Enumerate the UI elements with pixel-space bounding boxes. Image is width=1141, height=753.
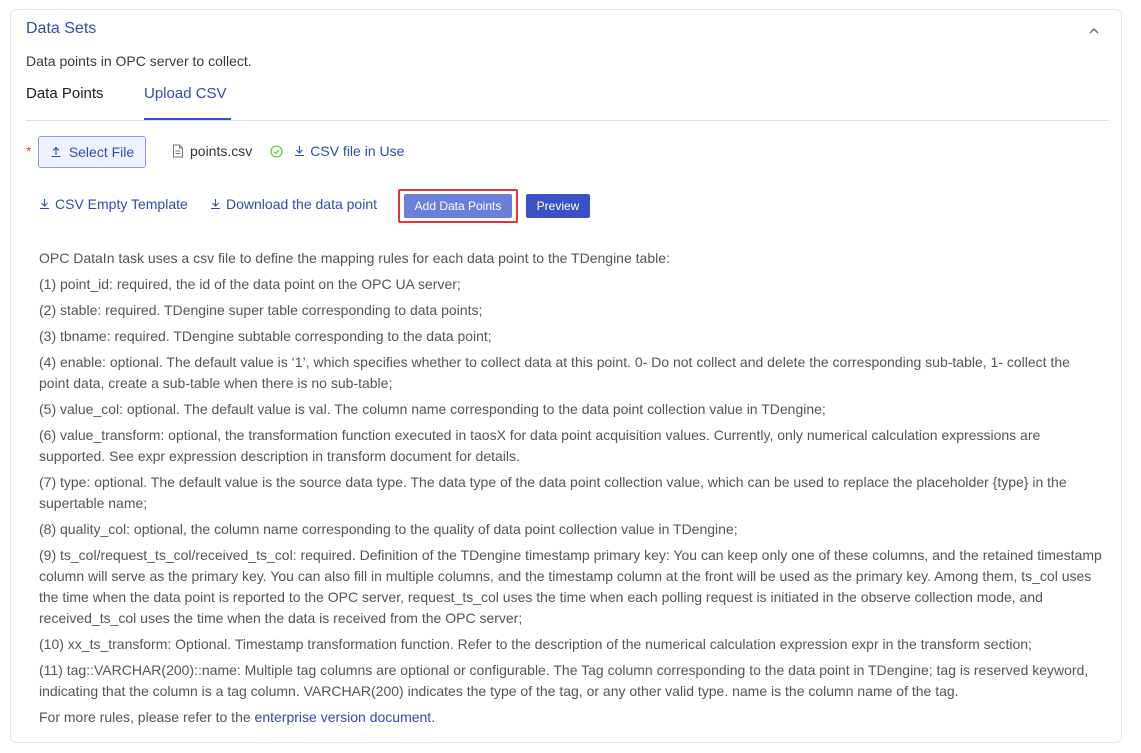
doc-rule: (7) type: optional. The default value is the source data type. The data type of the data point collection value, which can be used to replace the placeholder {type} in the supertable name; bbox=[39, 474, 1067, 511]
doc-rule: (11) tag::VARCHAR(200)::name: Multiple tag columns are optional or configurable. The Tag column corresponding to the data point in TDengine; tag is reserved keyword, indicating that the column is a tag column. VARCHAR(200) indicates the type of the tag, or any other valid type. name is the column name of the tag. bbox=[39, 662, 1089, 699]
doc-rule: (5) value_col: optional. The default value is val. The column name corresponding to the data point collection value in TDengine; bbox=[39, 401, 826, 417]
csv-empty-template-link[interactable] bbox=[39, 196, 188, 212]
card-title: Data Sets bbox=[26, 20, 97, 37]
check-circle-icon bbox=[270, 145, 283, 158]
select-file-button[interactable] bbox=[38, 136, 146, 168]
download-icon bbox=[294, 145, 305, 157]
doc-intro: OPC DataIn task uses a csv file to define the mapping rules for each data point to the TDengine table: bbox=[39, 250, 670, 266]
card-description: Data points in OPC server to collect. bbox=[26, 53, 252, 69]
doc-rule: (2) stable: required. TDengine super table corresponding to data points; bbox=[39, 302, 483, 318]
file-icon bbox=[172, 144, 184, 158]
doc-rule: (3) tbname: required. TDengine subtable corresponding to the data point; bbox=[39, 328, 492, 344]
select-file-label: Select File bbox=[68, 144, 135, 160]
upload-icon bbox=[50, 146, 62, 158]
uploaded-file-row bbox=[172, 143, 404, 159]
preview-button[interactable]: Preview bbox=[526, 194, 590, 218]
enterprise-doc-link[interactable]: enterprise version document bbox=[254, 709, 432, 725]
chevron-up-icon[interactable] bbox=[1087, 24, 1101, 38]
download-icon bbox=[39, 198, 50, 210]
doc-footer bbox=[39, 707, 1103, 728]
csv-file-in-use-label: CSV file in Use bbox=[310, 143, 405, 159]
tab-upload-csv[interactable] bbox=[144, 84, 227, 118]
add-data-points-button[interactable]: Add Data Points bbox=[404, 194, 512, 218]
required-mark: * bbox=[26, 143, 32, 159]
doc-footer-suffix: . bbox=[431, 709, 436, 725]
doc-footer-prefix: For more rules, please refer to the bbox=[39, 709, 255, 725]
csv-file-in-use-link[interactable] bbox=[294, 143, 404, 159]
csv-empty-template-label: CSV Empty Template bbox=[55, 196, 188, 212]
doc-rule: (6) value_transform: optional, the transformation function executed in taosX for data point acquisition values. Currently, only numerical calculation expressions are supported. See expr expression description in transform document for details. bbox=[39, 427, 1041, 464]
download-data-point-label: Download the data point bbox=[226, 196, 377, 212]
tab-label: Upload CSV bbox=[144, 85, 227, 102]
doc-rule: (4) enable: optional. The default value is ‘1’, which specifies whether to collect data at this point. 0- Do not collect and delete the corresponding sub-table, 1- collect the point data, create a sub-table when there is no sub-table; bbox=[39, 354, 1070, 391]
csv-rules-document bbox=[39, 248, 1103, 733]
download-data-point-link[interactable] bbox=[210, 196, 377, 212]
doc-rule: (1) point_id: required, the id of the data point on the OPC UA server; bbox=[39, 276, 461, 292]
doc-rule: (8) quality_col: optional, the column name corresponding to the quality of data point collection value in TDengine; bbox=[39, 521, 738, 537]
tab-data-points[interactable] bbox=[26, 84, 104, 118]
tab-bar bbox=[26, 84, 1109, 121]
file-name: points.csv bbox=[190, 143, 253, 159]
doc-rule: (9) ts_col/request_ts_col/received_ts_col: required. Definition of the TDengine timestamp primary key: You can keep only one of these columns, and the retained timestamp column will serve as the primary key. You can also fill in multiple columns, and the timestamp column at the front will be used as the primary key. Among them, ts_col uses the time when the data point is reported to the OPC server, request_ts_col uses the time when each polling request is initiated in the observe collection mode, and received_ts_col uses the time when the data is received from the OPC server; bbox=[39, 547, 1102, 626]
data-sets-card bbox=[10, 9, 1122, 743]
doc-rule: (10) xx_ts_transform: Optional. Timestamp transformation function. Refer to the description of the numerical calculation expression expr in the transform section; bbox=[39, 636, 1032, 652]
tab-label: Data Points bbox=[26, 85, 104, 102]
active-tab-indicator bbox=[144, 118, 231, 120]
download-icon bbox=[210, 198, 221, 210]
